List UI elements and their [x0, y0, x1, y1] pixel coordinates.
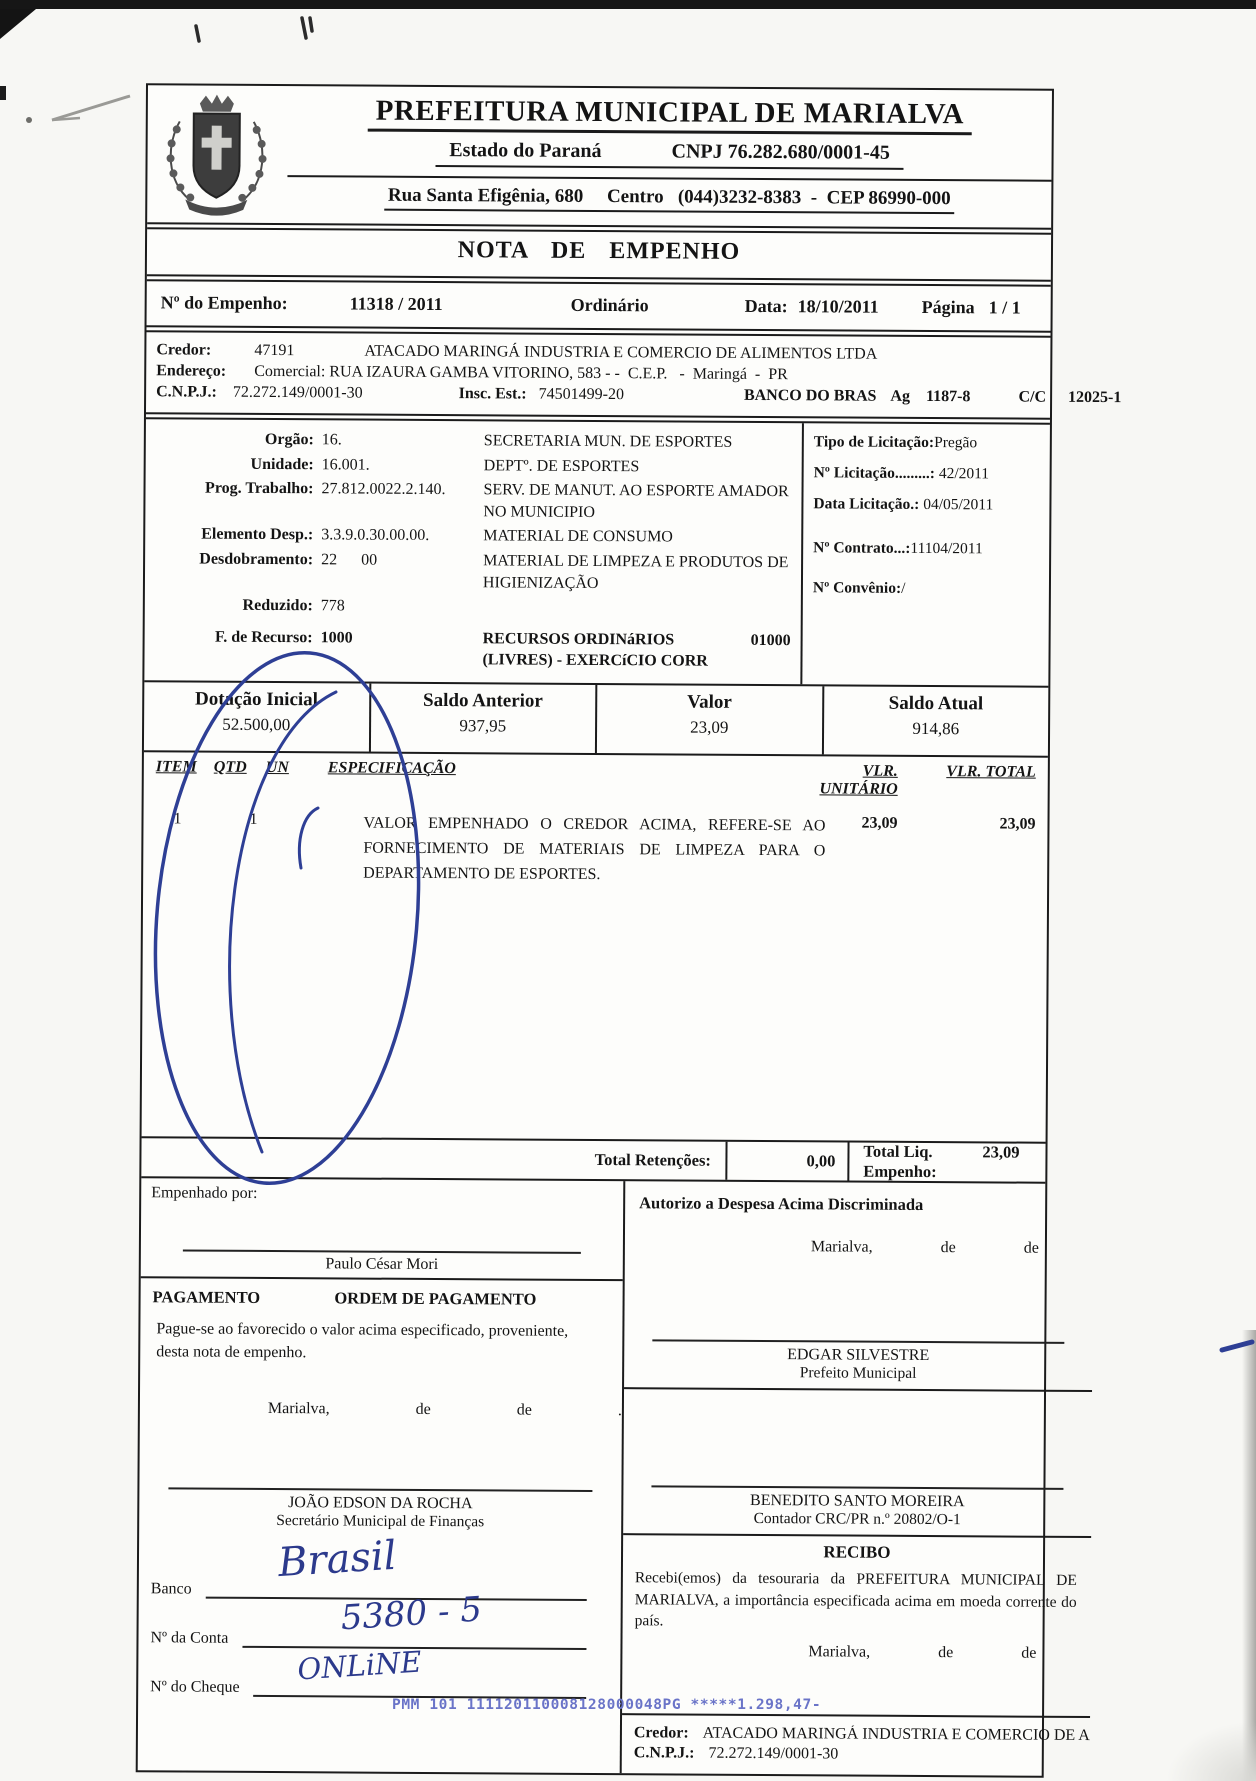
dotacao-label: Dotação Inicial: [194, 688, 319, 711]
scanner-corner-artifact: [0, 9, 36, 39]
de-word: de: [938, 1644, 954, 1662]
empenhado-label: Empenhado por:: [151, 1184, 258, 1202]
balance-saldo-atual: [821, 686, 1048, 755]
valor-label: Valor: [687, 691, 732, 713]
recurso-label: F. de Recurso:: [214, 628, 313, 647]
de-word: de: [1021, 1644, 1037, 1662]
secretary-title: Secretário Municipal de Finanças: [276, 1512, 485, 1531]
de-word: de: [1023, 1239, 1039, 1257]
page-label: Página: [921, 296, 975, 318]
creditor-address-row: [156, 362, 1040, 385]
cheque-fill-line: [254, 1644, 587, 1699]
municipal-coat-of-arms: [159, 91, 274, 218]
licitacao-numero-value: 42/2011: [934, 465, 990, 483]
balance-valor: [595, 685, 822, 754]
creditor-row: [156, 341, 1040, 364]
state-reg: 74501499-20: [538, 385, 625, 404]
scanner-bottom-smudge: [1166, 1721, 1256, 1781]
convenio-value: /: [901, 579, 906, 597]
elemento-code: 3.3.9.0.30.00.00.: [321, 526, 430, 545]
right-column: [622, 1181, 1094, 1776]
scanner-top-edge: [0, 0, 1256, 9]
item-number: 1: [173, 810, 182, 828]
ordem-pagamento-title: ORDEM DE PAGAMENTO: [334, 1288, 537, 1309]
state-label: Estado do Paraná: [449, 139, 602, 163]
budget-row-desdobramento: [145, 548, 801, 595]
accountant-title: Contador CRC/PR n.º 20802/O-1: [623, 1509, 1091, 1538]
accountant-name: BENEDITO SANTO MOREIRA: [749, 1491, 965, 1511]
total-liq-label: Total Liq. Empenho:: [863, 1141, 937, 1182]
creditor-bank-row: [156, 383, 1122, 407]
convenio-label: Nº Convênio:: [812, 579, 902, 597]
elemento-label: Elemento Desp.:: [201, 525, 314, 544]
empenhado-block: [141, 1178, 624, 1281]
budget-block: [144, 419, 1050, 687]
form-header: [147, 85, 1052, 230]
mayor-title: Prefeito Municipal: [799, 1364, 917, 1382]
balance-strip: [144, 682, 1048, 758]
recibo-credor-value: ATACADO MARINGÁ INDUSTRIA E COMERCIO DE A: [702, 1724, 1090, 1744]
bank-label: Banco: [150, 1580, 192, 1598]
desdobramento-desc: MATERIAL DE LIMPEZA E PRODUTOS DE HIGIENIZAÇÃO: [482, 552, 789, 592]
dot: .: [617, 1402, 622, 1420]
nota-de-empenho-form: [136, 83, 1122, 1777]
recibo-title: RECIBO: [823, 1542, 891, 1562]
col-un: UN: [265, 758, 289, 777]
secretary-signature-block: [139, 1488, 621, 1533]
desdobramento-label: Desdobramento:: [199, 550, 314, 569]
de-word: de: [415, 1401, 431, 1419]
balance-dotacao: [144, 682, 369, 751]
saldo-atual-label: Saldo Atual: [888, 692, 984, 715]
col-especificacao: ESPECIFICAÇÃO: [327, 759, 456, 778]
bank-name: BANCO DO BRAS: [743, 386, 877, 405]
orgao-code: 16.: [321, 431, 342, 449]
orgao-desc: SECRETARIA MUN. DE ESPORTES: [483, 432, 733, 451]
page-number: 1 / 1: [988, 297, 1021, 318]
scanner-edge-artifact: [0, 86, 6, 100]
empenho-number-label: Nº do Empenho:: [160, 292, 288, 314]
dateline-left: [140, 1400, 622, 1421]
bank-fields: [138, 1533, 621, 1699]
valor-value: 23,09: [690, 717, 729, 737]
recibo-cnpj-row: [634, 1744, 1090, 1765]
dotacao-value: 52.500,00: [222, 714, 291, 735]
recibo-credor-row: [634, 1724, 1090, 1745]
saldo-atual-value: 914,86: [912, 718, 960, 739]
date-label: Data:: [744, 295, 788, 317]
state-and-cnpj: [435, 139, 904, 170]
recurso-desc: RECURSOS ORDINáRIOS (LIVRES) - EXERCíCIO CORR: [482, 630, 708, 671]
bank-handwriting: Brasil: [276, 1533, 398, 1587]
unidade-code: 16.001.: [321, 455, 370, 474]
totals-row: [141, 1138, 1045, 1184]
balance-saldo-anterior: [368, 684, 595, 753]
reduzido-desc: [483, 611, 801, 613]
recurso-code2: 01000: [750, 631, 791, 649]
state-reg-label: Insc. Est.:: [458, 385, 527, 403]
licitacao-numero: [814, 464, 1046, 483]
budget-row-reduzido: [145, 594, 801, 620]
col-vlr-total: VLR. TOTAL: [946, 763, 1036, 781]
city: Marialva,: [267, 1400, 330, 1418]
pen-tick-marks: [196, 18, 312, 41]
signature-line: [651, 1485, 1063, 1490]
pague-se-text: Pague-se ao favorecido o valor acima especificado, proveniente, desta nota de empenho.: [156, 1320, 569, 1362]
municipality-title: PREFEITURA MUNICIPAL DE MARIALVA: [368, 95, 973, 136]
contrato-row: [813, 539, 1045, 558]
empenhado-name: Paulo César Mori: [325, 1255, 439, 1273]
item-qtd: 1: [249, 810, 258, 828]
signature-line: [183, 1249, 580, 1253]
licitacao-tipo: [814, 433, 1046, 452]
secretary-name: JOÃO EDSON DA ROCHA: [288, 1494, 473, 1513]
creditor-block: [146, 332, 1122, 420]
contrato-label: Nº Contrato...:: [813, 539, 911, 557]
pen-tick-2: [302, 18, 312, 38]
cheque-row: [138, 1644, 620, 1699]
mayor-signature-block: [624, 1255, 1093, 1392]
licitacao-numero-label: Nº Licitação.........:: [813, 464, 936, 483]
total-retencoes-label: Total Retenções:: [594, 1149, 711, 1170]
dateline-recibo: [622, 1642, 1090, 1663]
de-word: de: [940, 1239, 956, 1257]
municipality-address: Rua Santa Efigênia, 680 Centro (044)3232-8383 - CEP 86990-000: [384, 185, 955, 214]
document-title: NOTA DE EMPENHO: [147, 229, 1051, 282]
pagamento-title: PAGAMENTO: [152, 1287, 261, 1307]
reduzido-code: 778: [320, 597, 345, 615]
budget-row-elemento: [145, 524, 801, 550]
recurso-code: 1000: [320, 629, 353, 647]
creditor-address: Comercial: RUA IZAURA GAMBA VITORINO, 583 - - C.E.P. - Maringá - PR: [254, 362, 788, 384]
recibo-text: Recebi(emos) da tesouraria da PREFEITURA MUNICIPAL DE MARIALVA, a importância especificada acima em moeda corrente do país.: [634, 1569, 1077, 1630]
creditor-cnpj: 72.272.149/0001-30: [232, 383, 363, 402]
city: Marialva,: [810, 1238, 873, 1256]
col-item: ITEM: [155, 758, 197, 776]
machine-print-footer: PMM 101 111120110008128000048PG *****1.298,47-: [392, 1697, 822, 1713]
item-spec: VALOR EMPENHADO O CREDOR ACIMA, REFERE-SE AO FORNECIMENTO DE MATERIAIS DE LIMPEZA PARA O DEPARTAMENTO DE ESPORTES.: [363, 814, 826, 883]
budget-row-orgao: [146, 428, 802, 454]
address-row: [287, 175, 1051, 215]
licitacao-data: [813, 495, 1045, 514]
licitacao-data-value: 04/05/2011: [919, 495, 994, 514]
budget-row-unidade: [146, 453, 802, 479]
accountant-signature-block: [623, 1389, 1092, 1538]
unidade-label: Unidade:: [250, 455, 314, 473]
col-qtd: QTD: [213, 758, 247, 776]
budget-row-recurso: [144, 626, 800, 673]
cnpj-label: C.N.P.J.:: [156, 383, 217, 401]
convenio-row: [813, 579, 1045, 598]
cheque-handwriting: ONLiNE: [296, 1644, 423, 1687]
recibo-credor-label: Credor:: [633, 1724, 689, 1742]
items-header-row: [156, 758, 1036, 799]
creditor-label: Credor:: [156, 341, 212, 359]
pencil-arrow-mark: [26, 96, 130, 123]
total-liquido-cell: [849, 1141, 1045, 1182]
item-vlr-unitario: 23,09: [861, 814, 898, 832]
orgao-label: Orgão:: [264, 430, 314, 449]
mayor-name: EDGAR SILVESTRE: [787, 1346, 930, 1364]
empenho-kind: Ordinário: [570, 294, 649, 316]
recibo-credor-box: [622, 1713, 1090, 1776]
account-number: 12025-1: [1067, 388, 1122, 407]
prog-code: 27.812.0022.2.140.: [321, 480, 446, 499]
account-number-label: Nº da Conta: [150, 1629, 229, 1647]
signature-line: [652, 1339, 1064, 1344]
unidade-desc: DEPTº. DE ESPORTES: [483, 456, 640, 475]
budget-row-prog-trabalho: [145, 477, 801, 524]
creditor-address-label: Endereço:: [156, 362, 227, 380]
account-label: C/C: [1018, 388, 1047, 406]
empenho-number-row: [147, 281, 1051, 333]
agency-number: 1187-8: [925, 387, 971, 406]
licitacao-tipo-value: Pregão: [934, 434, 978, 452]
municipality-cnpj: CNPJ 76.282.680/0001-45: [671, 140, 890, 164]
signatures-area: [138, 1178, 1090, 1776]
scanner-right-shade: [1242, 1330, 1256, 1781]
budget-rows: [144, 419, 802, 684]
recibo-cnpj-value: 72.272.149/0001-30: [708, 1744, 839, 1763]
reduzido-label: Reduzido:: [242, 596, 313, 615]
licitacao-tipo-label: Tipo de Licitação:: [813, 433, 935, 452]
authorize-text: Autorizo a Despesa Acima Discriminada: [639, 1193, 924, 1214]
account-handwriting: 5380 - 5: [339, 1589, 483, 1639]
elemento-desc: MATERIAL DE CONSUMO: [483, 527, 673, 546]
licitacao-data-label: Data Licitação.:: [813, 495, 920, 513]
saldo-anterior-value: 937,95: [459, 716, 507, 736]
left-column: [138, 1178, 626, 1773]
creditor-code: 47191: [254, 341, 295, 360]
licitacao-panel: [800, 423, 1050, 685]
item-row: [155, 810, 1035, 890]
items-table: [142, 752, 1048, 1144]
prog-desc: SERV. DE MANUT. AO ESPORTE AMADOR NO MUNICIPIO: [483, 481, 789, 521]
prog-label: Prog. Trabalho:: [205, 479, 314, 498]
de-word: de: [516, 1401, 532, 1419]
pagamento-header: [141, 1278, 623, 1312]
creditor-name: ATACADO MARINGÁ INDUSTRIA E COMERCIO DE ALIMENTOS LTDA: [364, 342, 878, 363]
saldo-anterior-label: Saldo Anterior: [423, 689, 543, 712]
city: Marialva,: [808, 1643, 871, 1661]
col-vlr-unitario: VLR. UNITÁRIO: [819, 762, 898, 798]
total-liq-value: 23,09: [982, 1142, 1020, 1162]
empenho-date: 18/10/2011: [797, 296, 879, 317]
pen-tick-1: [196, 26, 199, 41]
empenho-number: 11318 / 2011: [349, 293, 443, 315]
desdobramento-code: 22 00: [321, 551, 378, 569]
contrato-value: 11104/2011: [910, 539, 983, 558]
signature-line: [168, 1488, 592, 1493]
total-retencoes-value: 0,00: [725, 1142, 850, 1181]
recibo-cnpj-label: C.N.P.J.:: [633, 1744, 695, 1762]
item-vlr-total: 23,09: [999, 815, 1036, 833]
cheque-number-label: Nº do Cheque: [150, 1677, 240, 1696]
agency-label: Ag: [890, 387, 911, 405]
